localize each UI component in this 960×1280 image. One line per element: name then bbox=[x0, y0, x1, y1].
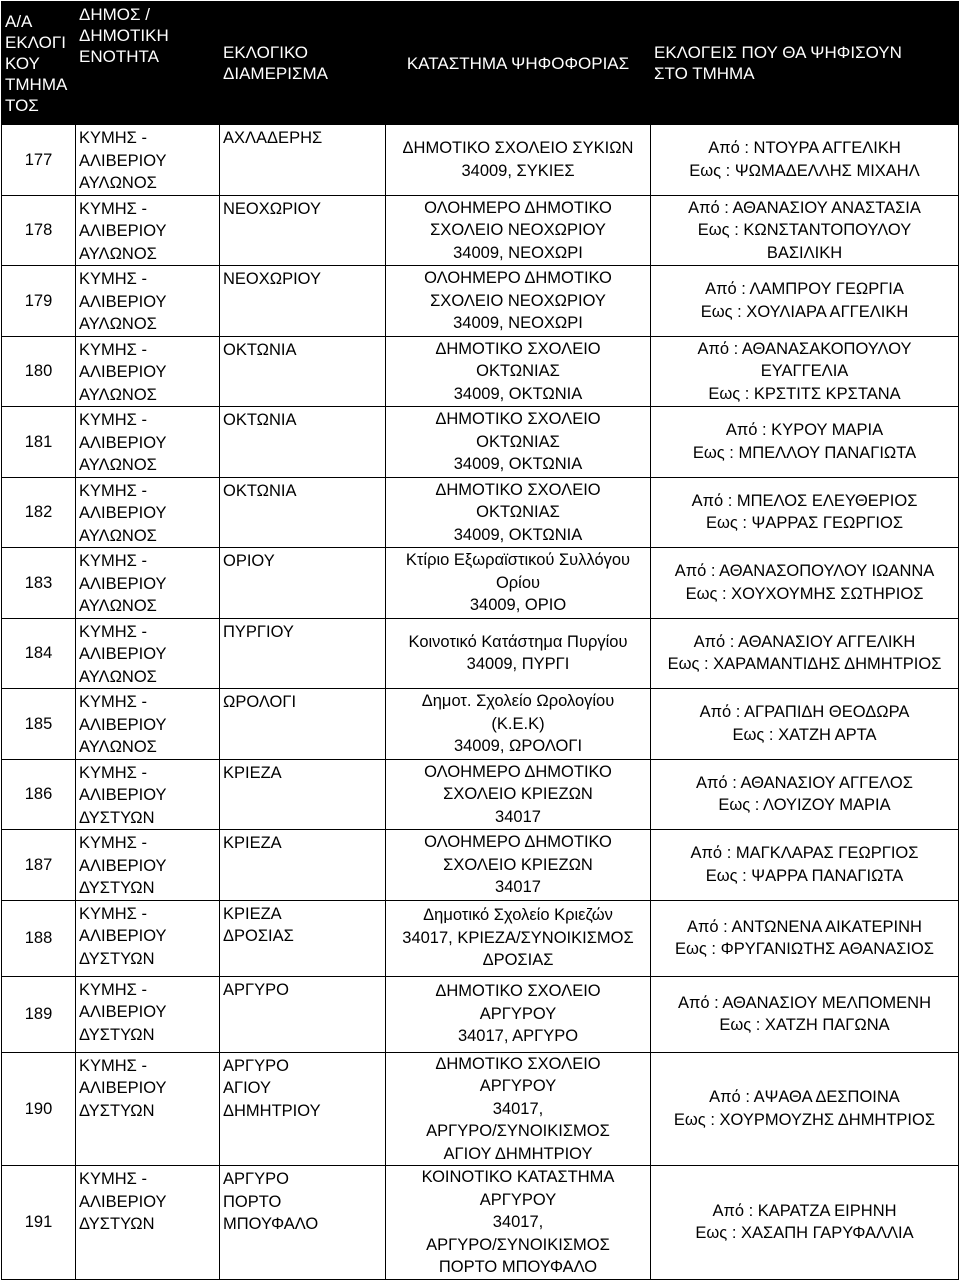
municipality-cell bbox=[76, 125, 220, 196]
store-line: 34009, ΩΡΟΛΟΓΙ bbox=[453, 737, 583, 755]
municipality-line: ΚΥΜΗΣ - bbox=[79, 1056, 147, 1075]
header-line: ΕΚΛΟΓΕΙΣ ΠΟΥ ΘΑ ΨΗΦΙΣΟΥΝ bbox=[654, 43, 902, 62]
voters-line: Εως : ΧΑΣΑΠΗ ΓΑΡΥΦΑΛΛΙΑ bbox=[695, 1224, 914, 1243]
district-cell bbox=[220, 266, 386, 337]
section-number-cell: 179 bbox=[2, 266, 76, 337]
voters-line: Από : ΑΘΑΝΑΣΙΟΥ ΜΕΛΠΟΜΕΝΗ bbox=[677, 993, 931, 1012]
municipality-line: ΑΥΛΩΝΟΣ bbox=[79, 244, 157, 263]
municipality-cell bbox=[76, 407, 220, 478]
voters-line: Εως : ΧΑΤΖΗ ΑΡΤΑ bbox=[732, 725, 877, 744]
polling-store-cell bbox=[386, 336, 651, 407]
district-line: ΟΚΤΩΝΙΑ bbox=[223, 481, 297, 500]
header-line: ΤΜΗΜΑ bbox=[5, 74, 68, 94]
header-line: Α/Α bbox=[5, 11, 33, 31]
district-cell bbox=[220, 477, 386, 548]
municipality-line: ΚΥΜΗΣ - bbox=[79, 199, 147, 218]
district-line: ΩΡΟΛΟΓΙ bbox=[223, 693, 297, 711]
store-line: Κοινοτικό Κατάστημα Πυργίου bbox=[408, 632, 628, 651]
municipality-line: ΚΥΜΗΣ - bbox=[79, 693, 147, 711]
voters-line: Από : ΚΑΡΑΤΖΑ ΕΙΡΗΝΗ bbox=[712, 1201, 897, 1220]
municipality-line: ΔΥΣΤΥΩΝ bbox=[79, 949, 155, 968]
voters-line: ΕΥΑΓΓΕΛΙΑ bbox=[760, 362, 849, 380]
district-line: ΚΡΙΕΖΑ bbox=[223, 763, 282, 782]
table-row bbox=[2, 976, 959, 1052]
store-line: (Κ.Ε.Κ) bbox=[491, 714, 545, 733]
voters-line: Εως : ΚΩΝΣΤΑΝΤΟΠΟΥΛΟΥ bbox=[697, 221, 912, 239]
store-line: ΣΧΟΛΕΙΟ ΚΡΙΕΖΩΝ bbox=[443, 785, 593, 803]
table-row bbox=[2, 618, 959, 689]
municipality-line: ΑΛΙΒΕΡΙΟΥ bbox=[79, 363, 167, 381]
polling-store-cell bbox=[386, 1166, 651, 1280]
polling-store-cell bbox=[386, 1052, 651, 1166]
voters-range-cell bbox=[651, 266, 959, 337]
section-number-cell: 188 bbox=[2, 900, 76, 976]
store-line: ΟΚΤΩΝΙΑΣ bbox=[476, 432, 560, 451]
table-row bbox=[2, 1052, 959, 1166]
voters-line: Από : ΑΓΡΑΠΙΔΗ ΘΕΟΔΩΡΑ bbox=[699, 703, 910, 722]
district-cell bbox=[220, 548, 386, 619]
municipality-line: ΑΛΙΒΕΡΙΟΥ bbox=[79, 433, 167, 452]
municipality-line: ΑΛΙΒΕΡΙΟΥ bbox=[79, 151, 167, 170]
store-line: 34009, ΣΥΚΙΕΣ bbox=[461, 161, 575, 180]
voters-line: Από : ΑΘΑΝΑΣΙΟΥ ΑΝΑΣΤΑΣΙΑ bbox=[688, 198, 921, 217]
municipality-cell bbox=[76, 689, 220, 760]
voters-line: Από : ΑΘΑΝΑΣΙΟΥ ΑΓΓΕΛΙΚΗ bbox=[693, 632, 916, 651]
district-cell bbox=[220, 407, 386, 478]
store-line: ΔΗΜΟΤΙΚΟ ΣΧΟΛΕΙΟ bbox=[435, 339, 601, 358]
store-line: 34017, ΑΡΓΥΡΟ bbox=[457, 1027, 579, 1046]
section-number-cell: 182 bbox=[2, 477, 76, 548]
table-row bbox=[2, 689, 959, 760]
polling-store-cell bbox=[386, 477, 651, 548]
section-number-cell: 183 bbox=[2, 548, 76, 619]
header-voters bbox=[651, 2, 959, 125]
municipality-cell bbox=[76, 266, 220, 337]
district-cell bbox=[220, 689, 386, 760]
municipality-line: ΔΥΣΤΥΩΝ bbox=[79, 808, 155, 827]
store-line: ΟΛΟΗΜΕΡΟ ΔΗΜΟΤΙΚΟ bbox=[424, 833, 612, 851]
polling-store-cell bbox=[386, 266, 651, 337]
voters-line: Εως : ΧΟΥΧΟΥΜΗΣ ΣΩΤΗΡΙΟΣ bbox=[685, 584, 924, 603]
store-line: ΑΡΓΥΡΟΥ bbox=[479, 1077, 557, 1095]
district-cell bbox=[220, 125, 386, 196]
header-district bbox=[220, 2, 386, 125]
voters-range-cell bbox=[651, 618, 959, 689]
municipality-line: ΚΥΜΗΣ - bbox=[79, 340, 147, 359]
municipality-line: ΚΥΜΗΣ - bbox=[79, 980, 147, 999]
municipality-line: ΑΛΙΒΕΡΙΟΥ bbox=[79, 1079, 167, 1097]
district-line: ΟΚΤΩΝΙΑ bbox=[223, 340, 297, 359]
store-line: ΟΛΟΗΜΕΡΟ ΔΗΜΟΤΙΚΟ bbox=[424, 198, 612, 217]
district-line: ΔΗΜΗΤΡΙΟΥ bbox=[223, 1101, 321, 1120]
section-number-cell: 181 bbox=[2, 407, 76, 478]
store-line: ΔΗΜΟΤΙΚΟ ΣΧΟΛΕΙΟ bbox=[435, 1054, 601, 1073]
section-number-cell: 189 bbox=[2, 976, 76, 1052]
polling-stations-table bbox=[1, 1, 959, 1280]
municipality-cell bbox=[76, 477, 220, 548]
store-line: ΣΧΟΛΕΙΟ ΝΕΟΧΩΡΙΟΥ bbox=[430, 291, 606, 310]
district-line: ΝΕΟΧΩΡΙΟΥ bbox=[223, 270, 321, 288]
voters-line: Εως : ΛΟΥΙΖΟΥ ΜΑΡΙΑ bbox=[718, 796, 891, 815]
voters-line: Από : ΑΘΑΝΑΣΑΚΟΠΟΥΛΟΥ bbox=[697, 339, 912, 358]
voters-range-cell bbox=[651, 830, 959, 901]
table-row bbox=[2, 900, 959, 976]
municipality-line: ΑΥΛΩΝΟΣ bbox=[79, 456, 157, 474]
table-row bbox=[2, 759, 959, 830]
table-row bbox=[2, 125, 959, 196]
polling-store-cell bbox=[386, 830, 651, 901]
header-line: ΕΝΟΤΗΤΑ bbox=[79, 47, 159, 66]
store-line: ΔΗΜΟΤΙΚΟ ΣΧΟΛΕΙΟ bbox=[435, 982, 601, 1001]
polling-store-cell bbox=[386, 689, 651, 760]
municipality-line: ΑΥΛΩΝΟΣ bbox=[79, 315, 157, 333]
district-line: ΟΚΤΩΝΙΑ bbox=[223, 411, 297, 429]
voters-line: Εως : ΜΠΕΛΛΟΥ ΠΑΝΑΓΙΩΤΑ bbox=[692, 443, 917, 462]
store-line: 34009, ΝΕΟΧΩΡΙ bbox=[453, 314, 583, 332]
municipality-line: ΑΛΙΒΕΡΙΟΥ bbox=[79, 222, 167, 240]
store-line: 34009, ΟΚΤΩΝΙΑ bbox=[453, 455, 583, 473]
voters-range-cell bbox=[651, 1166, 959, 1280]
municipality-line: ΑΥΛΩΝΟΣ bbox=[79, 597, 157, 615]
store-line: ΚΟΙΝΟΤΙΚΟ ΚΑΤΑΣΤΗΜΑ bbox=[421, 1168, 615, 1186]
voters-line: Από : ΝΤΟΥΡΑ ΑΓΓΕΛΙΚΗ bbox=[708, 139, 901, 158]
municipality-line: ΚΥΜΗΣ - bbox=[79, 834, 147, 852]
header-line: ΚΑΤΑΣΤΗΜΑ ΨΗΦΟΦΟΡΙΑΣ bbox=[406, 53, 630, 73]
voters-line: Από : ΛΑΜΠΡΟΥ ΓΕΩΡΓΙΑ bbox=[705, 280, 904, 299]
table-row bbox=[2, 477, 959, 548]
municipality-line: ΑΛΙΒΕΡΙΟΥ bbox=[79, 856, 167, 875]
header-line: ΔΙΑΜΕΡΙΣΜΑ bbox=[223, 64, 328, 83]
section-number-cell: 180 bbox=[2, 336, 76, 407]
municipality-cell bbox=[76, 548, 220, 619]
district-line: ΑΡΓΥΡΟ bbox=[223, 1170, 289, 1188]
header-line: ΤΟΣ bbox=[5, 95, 39, 115]
municipality-cell bbox=[76, 618, 220, 689]
header-line: ΕΚΛΟΓΙ bbox=[5, 32, 66, 52]
header-section-number bbox=[2, 2, 76, 125]
district-cell bbox=[220, 900, 386, 976]
table-body bbox=[2, 125, 959, 1280]
store-line: Δημοτικό Σχολείο Κριεζών bbox=[423, 906, 613, 925]
district-cell bbox=[220, 976, 386, 1052]
municipality-line: ΑΥΛΩΝΟΣ bbox=[79, 738, 157, 756]
district-cell bbox=[220, 336, 386, 407]
store-line: 34017 bbox=[495, 878, 541, 896]
store-line: 34009, ΟΚΤΩΝΙΑ bbox=[453, 384, 583, 403]
store-line: Ορίου bbox=[495, 573, 541, 592]
voters-line: Εως : ΨΑΡΡΑ ΠΑΝΑΓΙΩΤΑ bbox=[705, 866, 904, 885]
voters-line: Εως : ΦΡΥΓΑΝΙΩΤΗΣ ΑΘΑΝΑΣΙΟΣ bbox=[675, 940, 934, 958]
store-line: 34009, ΝΕΟΧΩΡΙ bbox=[453, 243, 583, 262]
store-line: ΣΧΟΛΕΙΟ ΚΡΙΕΖΩΝ bbox=[443, 855, 593, 874]
section-number-cell: 191 bbox=[2, 1166, 76, 1280]
district-cell bbox=[220, 1052, 386, 1166]
header-polling-store bbox=[386, 2, 651, 125]
municipality-line: ΑΛΙΒΕΡΙΟΥ bbox=[79, 786, 167, 804]
municipality-line: ΔΥΣΤΥΩΝ bbox=[79, 1025, 155, 1044]
section-number-cell: 177 bbox=[2, 125, 76, 196]
municipality-cell bbox=[76, 1052, 220, 1166]
store-line: 34017, bbox=[492, 1099, 544, 1118]
municipality-line: ΑΥΛΩΝΟΣ bbox=[79, 174, 157, 192]
voters-range-cell bbox=[651, 336, 959, 407]
voters-line: Εως : ΧΟΥΛΙΑΡΑ ΑΓΓΕΛΙΚΗ bbox=[700, 302, 909, 321]
store-line: 34017 bbox=[495, 807, 541, 826]
district-cell bbox=[220, 195, 386, 266]
store-line: 34017, bbox=[492, 1213, 544, 1231]
polling-store-cell bbox=[386, 195, 651, 266]
municipality-cell bbox=[76, 759, 220, 830]
voters-range-cell bbox=[651, 125, 959, 196]
section-number-cell: 185 bbox=[2, 689, 76, 760]
voters-line: Από : ΑΨΑΘΑ ΔΕΣΠΟΙΝΑ bbox=[709, 1088, 900, 1107]
section-number-cell: 190 bbox=[2, 1052, 76, 1166]
municipality-line: ΑΛΙΒΕΡΙΟΥ bbox=[79, 1192, 167, 1211]
municipality-line: ΚΥΜΗΣ - bbox=[79, 129, 147, 147]
store-line: ΟΛΟΗΜΕΡΟ ΔΗΜΟΤΙΚΟ bbox=[424, 269, 612, 287]
polling-store-cell bbox=[386, 759, 651, 830]
municipality-line: ΔΥΣΤΥΩΝ bbox=[79, 1215, 155, 1233]
district-line: ΠΟΡΤΟ bbox=[223, 1192, 282, 1211]
voters-range-cell bbox=[651, 759, 959, 830]
district-line: ΚΡΙΕΖΑ bbox=[223, 834, 282, 852]
voters-line: Εως : ΧΑΡΑΜΑΝΤΙΔΗΣ ΔΗΜΗΤΡΙΟΣ bbox=[667, 655, 942, 674]
table-row bbox=[2, 830, 959, 901]
municipality-line: ΑΛΙΒΕΡΙΟΥ bbox=[79, 504, 167, 522]
district-line: ΑΡΓΥΡΟ bbox=[223, 980, 289, 999]
section-number-cell: 186 bbox=[2, 759, 76, 830]
voters-line: Από : ΑΝΤΩΝΕΝΑ ΑΙΚΑΤΕΡΙΝΗ bbox=[687, 917, 922, 936]
district-cell bbox=[220, 1166, 386, 1280]
voters-range-cell bbox=[651, 477, 959, 548]
municipality-line: ΚΥΜΗΣ - bbox=[79, 481, 147, 500]
municipality-line: ΚΥΜΗΣ - bbox=[79, 411, 147, 429]
municipality-line: ΑΥΛΩΝΟΣ bbox=[79, 385, 157, 404]
header-line: ΔΗΜΟΣ / bbox=[79, 5, 150, 24]
store-line: ΑΓΙΟΥ ΔΗΜΗΤΡΙΟΥ bbox=[443, 1144, 593, 1163]
header-municipality bbox=[76, 2, 220, 125]
voters-range-cell bbox=[651, 976, 959, 1052]
header-line: ΔΗΜΟΤΙΚΗ bbox=[79, 26, 169, 45]
municipality-cell bbox=[76, 900, 220, 976]
section-number-cell: 184 bbox=[2, 618, 76, 689]
table-row bbox=[2, 1166, 959, 1280]
municipality-line: ΑΛΙΒΕΡΙΟΥ bbox=[79, 715, 167, 734]
header-line: ΕΚΛΟΓΙΚΟ bbox=[223, 43, 309, 62]
municipality-line: ΔΥΣΤΥΩΝ bbox=[79, 879, 155, 897]
municipality-cell bbox=[76, 976, 220, 1052]
district-line: ΑΓΙΟΥ bbox=[223, 1079, 271, 1097]
polling-store-cell bbox=[386, 548, 651, 619]
voters-range-cell bbox=[651, 1052, 959, 1166]
table-row bbox=[2, 407, 959, 478]
voters-line: Εως : ΧΑΤΖΗ ΠΑΓΩΝΑ bbox=[719, 1016, 890, 1034]
district-cell bbox=[220, 759, 386, 830]
voters-line: Από : ΚΥΡΟΥ ΜΑΡΙΑ bbox=[725, 421, 884, 440]
voters-line: Εως : ΧΟΥΡΜΟΥΖΗΣ ΔΗΜΗΤΡΙΟΣ bbox=[673, 1110, 936, 1129]
polling-store-cell bbox=[386, 125, 651, 196]
store-line: 34009, ΟΡΙΟ bbox=[469, 596, 567, 614]
municipality-line: ΑΛΙΒΕΡΙΟΥ bbox=[79, 927, 167, 945]
municipality-cell bbox=[76, 195, 220, 266]
voters-line: Εως : ΨΩΜΑΔΕΛΛΗΣ ΜΙΧΑΗΛ bbox=[689, 161, 920, 180]
store-line: 34009, ΟΚΤΩΝΙΑ bbox=[453, 525, 583, 544]
store-line: 34009, ΠΥΡΓΙ bbox=[466, 655, 570, 674]
store-line: ΔΗΜΟΤΙΚΟ ΣΧΟΛΕΙΟ bbox=[435, 410, 601, 428]
voters-line: Από : ΜΠΕΛΟΣ ΕΛΕΥΘΕΡΙΟΣ bbox=[691, 491, 918, 510]
district-line: ΝΕΟΧΩΡΙΟΥ bbox=[223, 199, 321, 218]
table-header-row bbox=[2, 2, 959, 125]
municipality-line: ΑΛΙΒΕΡΙΟΥ bbox=[79, 292, 167, 311]
store-line: ΣΧΟΛΕΙΟ ΝΕΟΧΩΡΙΟΥ bbox=[430, 221, 606, 239]
store-line: Κτίριο Εξωραϊστικού Συλλόγου bbox=[405, 551, 631, 569]
municipality-line: ΑΥΛΩΝΟΣ bbox=[79, 667, 157, 686]
voters-line: Από : ΜΑΓΚΛΑΡΑΣ ΓΕΩΡΓΙΟΣ bbox=[690, 844, 919, 863]
voters-line: Από : ΑΘΑΝΑΣΙΟΥ ΑΓΓΕΛΟΣ bbox=[696, 773, 913, 792]
voters-range-cell bbox=[651, 548, 959, 619]
municipality-line: ΔΥΣΤΥΩΝ bbox=[79, 1101, 155, 1120]
voters-range-cell bbox=[651, 407, 959, 478]
store-line: ΟΛΟΗΜΕΡΟ ΔΗΜΟΤΙΚΟ bbox=[424, 762, 612, 781]
district-line: ΔΡΟΣΙΑΣ bbox=[223, 927, 294, 945]
store-line: ΠΟΡΤΟ ΜΠΟΥΦΑΛΟ bbox=[438, 1258, 598, 1276]
voters-range-cell bbox=[651, 689, 959, 760]
municipality-cell bbox=[76, 830, 220, 901]
municipality-line: ΚΥΜΗΣ - bbox=[79, 552, 147, 570]
store-line: ΔΡΟΣΙΑΣ bbox=[482, 951, 554, 970]
voters-range-cell bbox=[651, 195, 959, 266]
municipality-cell bbox=[76, 1166, 220, 1280]
header-line: ΣΤΟ ΤΜΗΜΑ bbox=[654, 64, 755, 83]
municipality-line: ΚΥΜΗΣ - bbox=[79, 1170, 147, 1188]
municipality-line: ΚΥΜΗΣ - bbox=[79, 270, 147, 288]
table-row bbox=[2, 195, 959, 266]
municipality-line: ΑΛΙΒΕΡΙΟΥ bbox=[79, 1003, 167, 1021]
municipality-cell bbox=[76, 336, 220, 407]
store-line: ΑΡΓΥΡΟ/ΣΥΝΟΙΚΙΣΜΟΣ bbox=[426, 1122, 610, 1140]
municipality-line: ΚΥΜΗΣ - bbox=[79, 763, 147, 782]
polling-store-cell bbox=[386, 407, 651, 478]
voters-line: Εως : ΚΡΣΤΙΤΣ ΚΡΣΤΑΝΑ bbox=[708, 384, 901, 403]
table-row bbox=[2, 336, 959, 407]
store-line: Δημοτ. Σχολείο Ωρολογίου bbox=[421, 692, 615, 710]
table-row bbox=[2, 266, 959, 337]
polling-store-cell bbox=[386, 618, 651, 689]
district-line: ΑΡΓΥΡΟ bbox=[223, 1056, 289, 1075]
store-line: ΔΗΜΟΤΙΚΟ ΣΧΟΛΕΙΟ bbox=[435, 480, 601, 499]
voters-line: ΒΑΣΙΛΙΚΗ bbox=[766, 243, 843, 262]
table-row bbox=[2, 548, 959, 619]
municipality-line: ΚΥΜΗΣ - bbox=[79, 622, 147, 641]
store-line: 34017, ΚΡΙΕΖΑ/ΣΥΝΟΙΚΙΣΜΟΣ bbox=[402, 928, 634, 947]
voters-line: Εως : ΨΑΡΡΑΣ ΓΕΩΡΓΙΟΣ bbox=[705, 514, 904, 533]
voters-line: Από : ΑΘΑΝΑΣΟΠΟΥΛΟΥ ΙΩΑΝΝΑ bbox=[674, 562, 935, 581]
district-cell bbox=[220, 830, 386, 901]
store-line: ΑΡΓΥΡΟΥ bbox=[479, 1004, 557, 1023]
municipality-line: ΑΛΙΒΕΡΙΟΥ bbox=[79, 574, 167, 593]
district-cell bbox=[220, 618, 386, 689]
store-line: ΔΗΜΟΤΙΚΟ ΣΧΟΛΕΙΟ ΣΥΚΙΩΝ bbox=[402, 139, 634, 158]
district-line: ΠΥΡΓΙΟΥ bbox=[223, 622, 294, 641]
municipality-line: ΚΥΜΗΣ - bbox=[79, 904, 147, 923]
store-line: ΟΚΤΩΝΙΑΣ bbox=[476, 362, 560, 380]
district-line: ΟΡΙΟΥ bbox=[223, 552, 275, 570]
district-line: ΚΡΙΕΖΑ bbox=[223, 904, 282, 923]
section-number-cell: 187 bbox=[2, 830, 76, 901]
header-line: ΚΟΥ bbox=[5, 53, 40, 73]
store-line: ΟΚΤΩΝΙΑΣ bbox=[476, 503, 560, 521]
municipality-line: ΑΥΛΩΝΟΣ bbox=[79, 526, 157, 545]
municipality-line: ΑΛΙΒΕΡΙΟΥ bbox=[79, 645, 167, 663]
store-line: ΑΡΓΥΡΟ/ΣΥΝΟΙΚΙΣΜΟΣ bbox=[426, 1235, 610, 1254]
section-number-cell: 178 bbox=[2, 195, 76, 266]
voters-range-cell bbox=[651, 900, 959, 976]
polling-store-cell bbox=[386, 900, 651, 976]
district-line: ΑΧΛΑΔΕΡΗΣ bbox=[223, 129, 323, 147]
polling-store-cell bbox=[386, 976, 651, 1052]
district-line: ΜΠΟΥΦΑΛΟ bbox=[223, 1215, 319, 1233]
store-line: ΑΡΓΥΡΟΥ bbox=[479, 1190, 557, 1209]
